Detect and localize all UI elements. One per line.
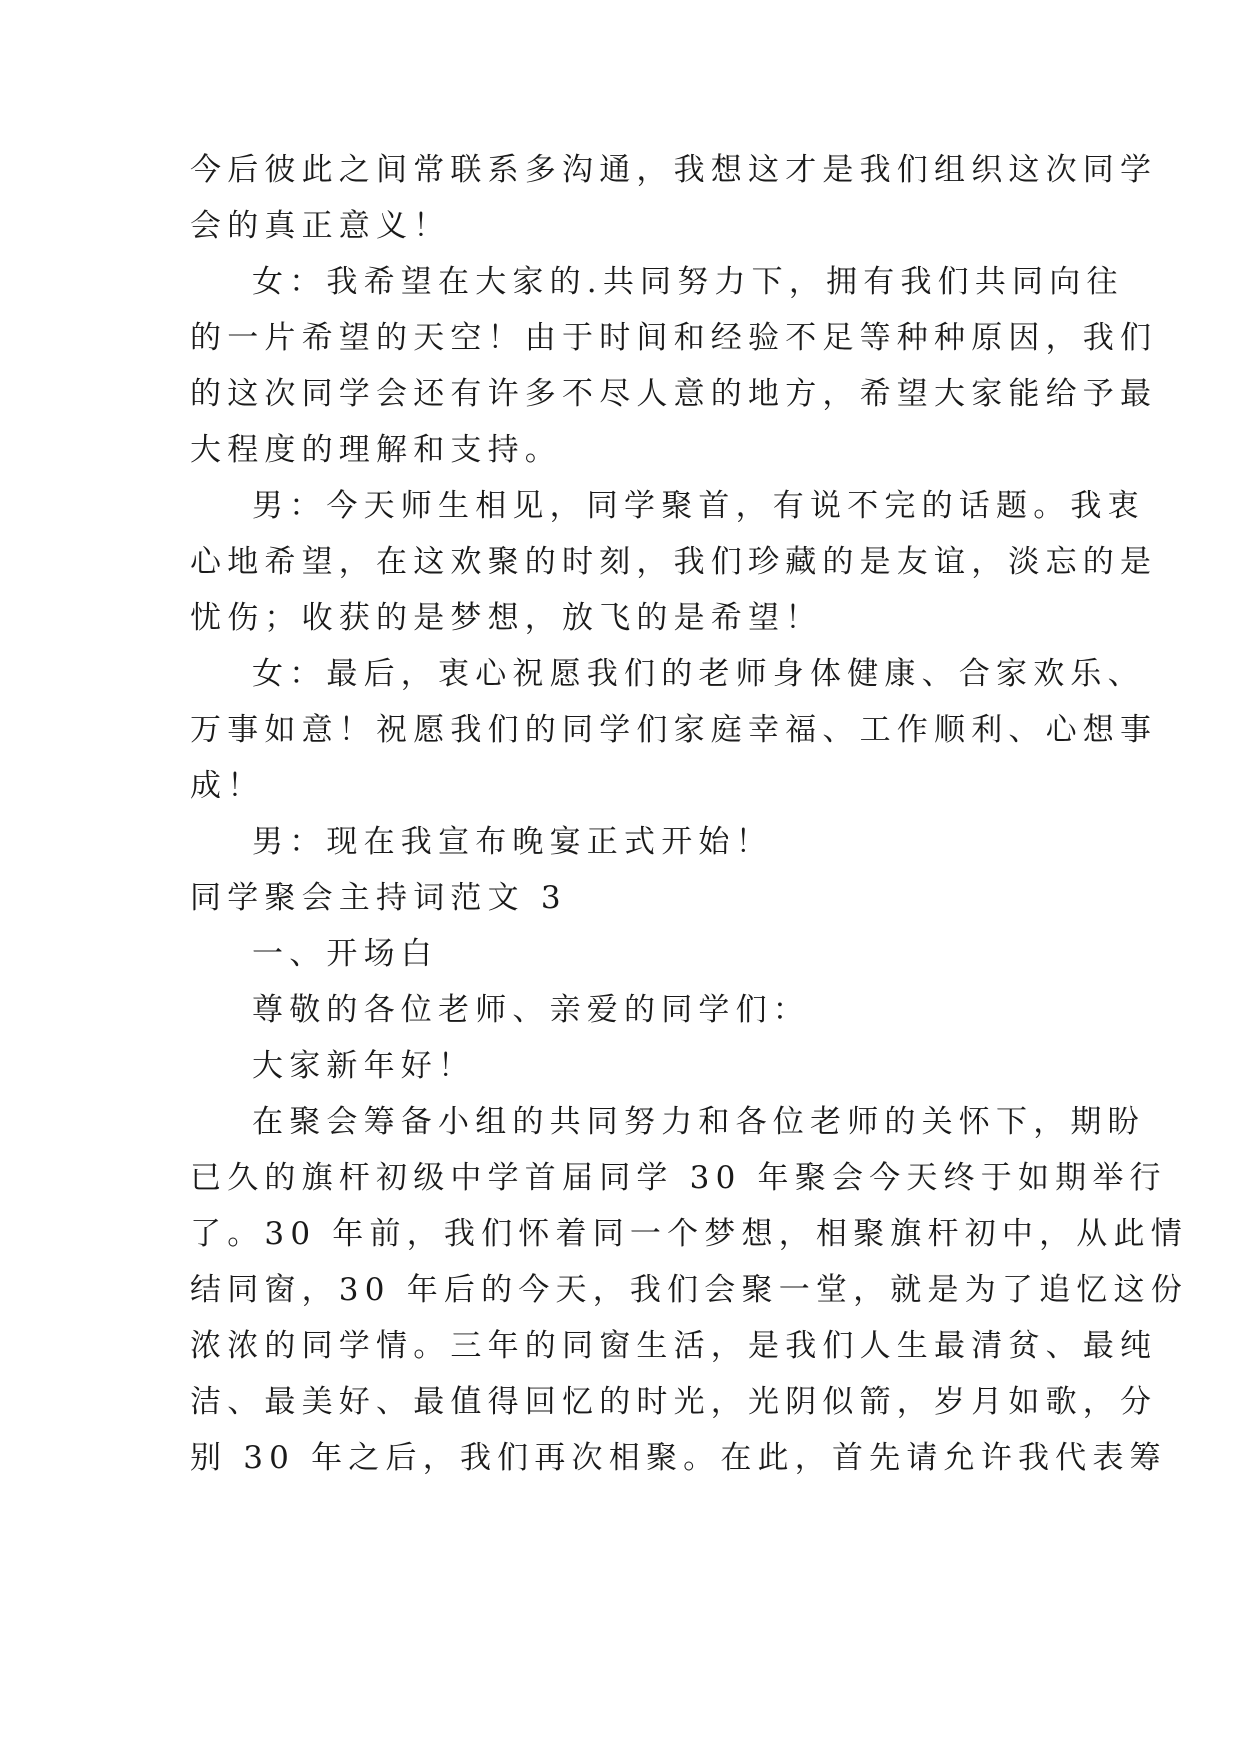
text-line: 今后彼此之间常联系多沟通，我想这才是我们组织这次同学 bbox=[190, 152, 1158, 188]
text-line: 男：现在我宣布晚宴正式开始！ bbox=[252, 824, 773, 860]
text-line: 成！ bbox=[190, 768, 265, 804]
text-line: 洁、最美好、最值得回忆的时光，光阴似箭，岁月如歌，分 bbox=[190, 1384, 1158, 1420]
text-line: 大程度的理解和支持。 bbox=[190, 432, 562, 468]
text-line: 尊敬的各位老师、亲爱的同学们： bbox=[252, 992, 810, 1028]
text-line: 女：最后，衷心祝愿我们的老师身体健康、合家欢乐、 bbox=[252, 656, 1145, 692]
text-line: 心地希望，在这欢聚的时刻，我们珍藏的是友谊，淡忘的是 bbox=[190, 544, 1158, 580]
text-line: 了。30 年前，我们怀着同一个梦想，相聚旗杆初中，从此情 bbox=[190, 1216, 1188, 1252]
text-line: 在聚会筹备小组的共同努力和各位老师的关怀下，期盼 bbox=[252, 1104, 1145, 1140]
section-heading: 同学聚会主持词范文 3 bbox=[190, 880, 567, 916]
text-line: 万事如意！祝愿我们的同学们家庭幸福、工作顺利、心想事 bbox=[190, 712, 1158, 748]
text-line: 浓浓的同学情。三年的同窗生活，是我们人生最清贫、最纯 bbox=[190, 1328, 1158, 1364]
text-line: 已久的旗杆初级中学首届同学 30 年聚会今天终于如期举行 bbox=[190, 1160, 1167, 1196]
text-line: 的这次同学会还有许多不尽人意的地方，希望大家能给予最 bbox=[190, 376, 1158, 412]
text-line: 的一片希望的天空！由于时间和经验不足等种种原因，我们 bbox=[190, 320, 1158, 356]
text-line: 别 30 年之后，我们再次相聚。在此，首先请允许我代表筹 bbox=[190, 1440, 1167, 1476]
text-line: 男：今天师生相见，同学聚首，有说不完的话题。我衷 bbox=[252, 488, 1145, 524]
text-line: 结同窗，30 年后的今天，我们会聚一堂，就是为了追忆这份 bbox=[190, 1272, 1188, 1308]
text-line: 忧伤；收获的是梦想，放飞的是希望！ bbox=[190, 600, 823, 636]
text-line: 一、开场白 bbox=[252, 936, 438, 972]
text-line: 大家新年好！ bbox=[252, 1048, 476, 1084]
text-line: 女：我希望在大家的.共同努力下，拥有我们共同向往 bbox=[252, 264, 1124, 300]
text-line: 会的真正意义！ bbox=[190, 208, 451, 244]
